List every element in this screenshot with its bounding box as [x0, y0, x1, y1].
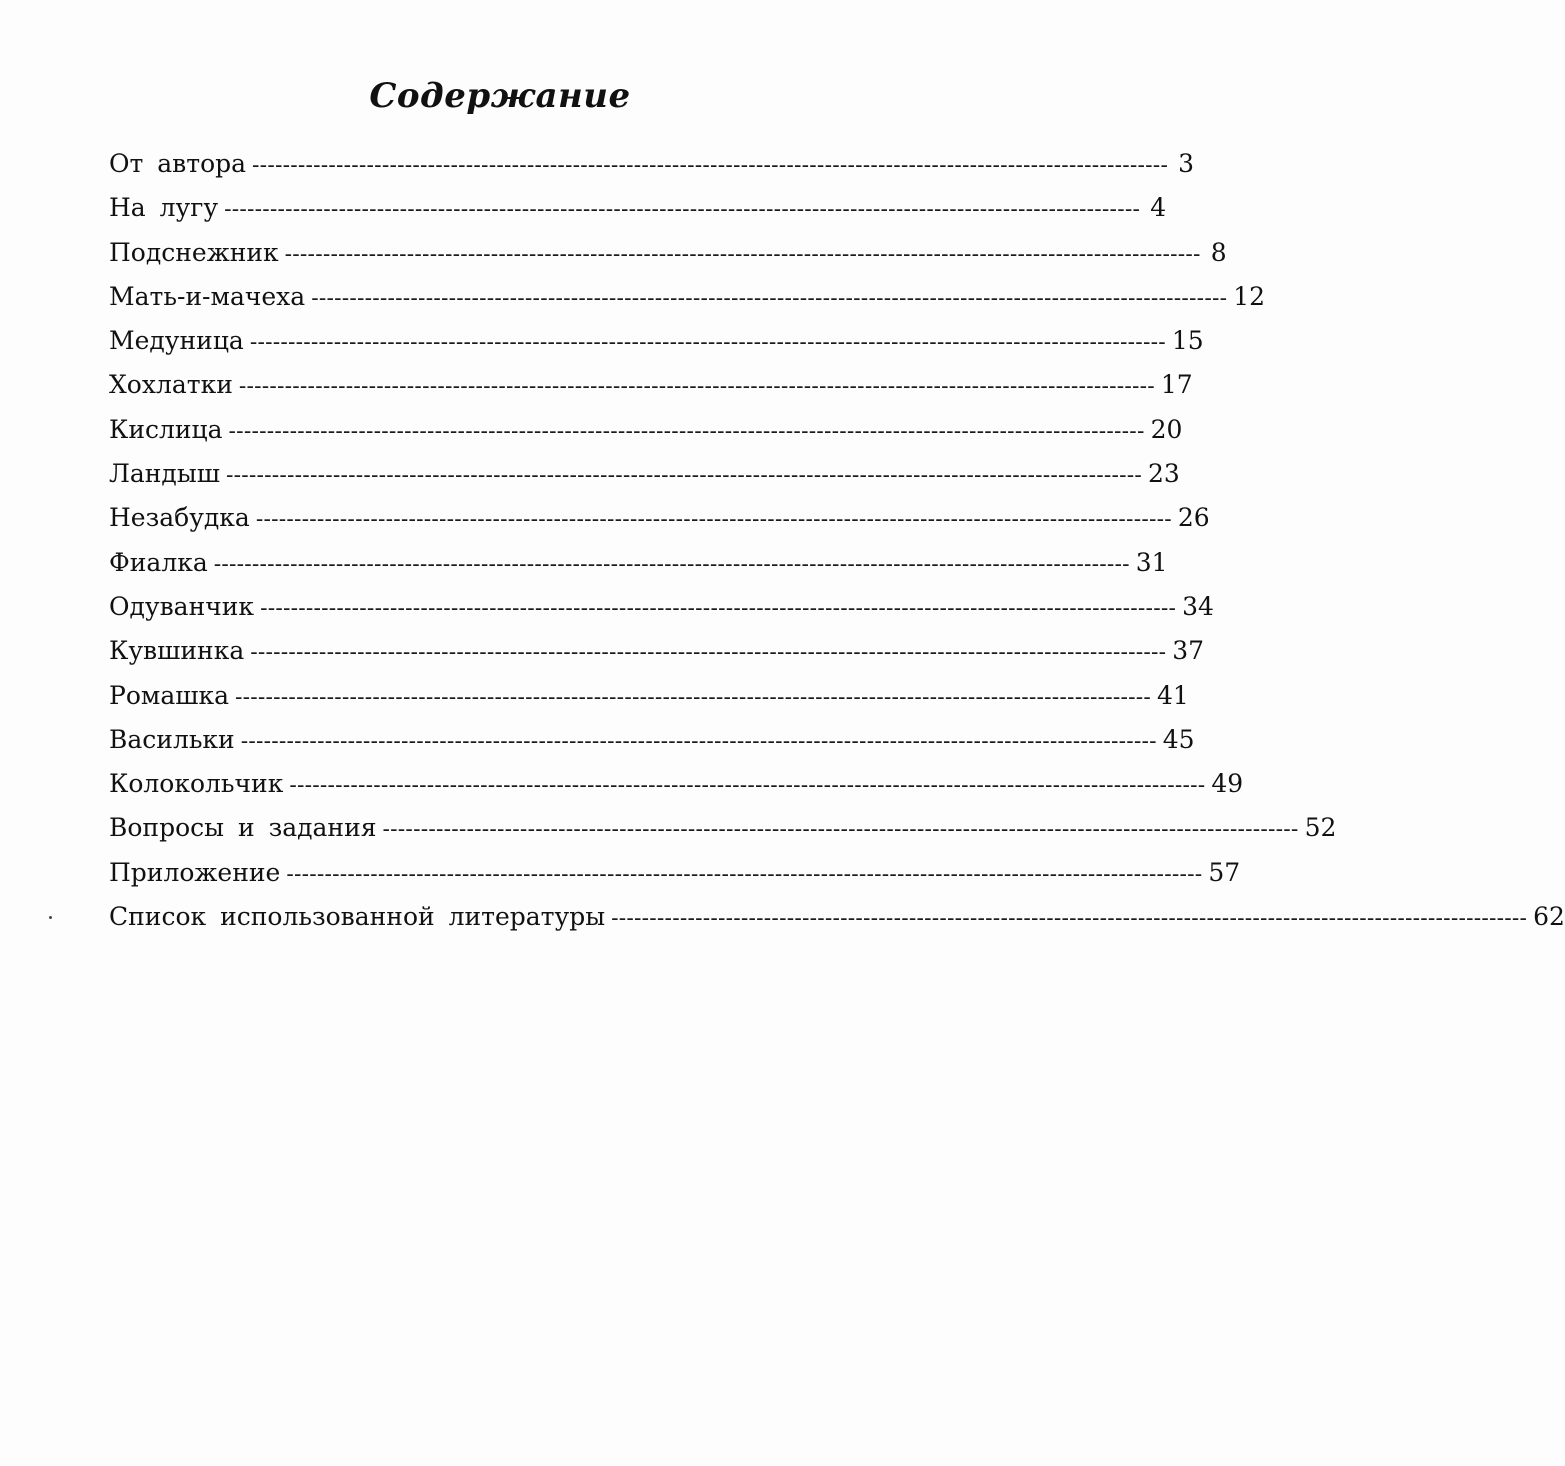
print-speck	[49, 916, 52, 919]
toc-entry	[109, 895, 1565, 939]
toc-entry	[109, 674, 1189, 718]
dot-leader: ------------------------------------------------------------------------------------------------------------------------	[228, 418, 1145, 444]
toc-entry	[109, 408, 1183, 452]
toc-entry-page: 49	[1211, 769, 1244, 799]
toc-entry-page: 45	[1162, 724, 1195, 754]
dot-leader: ------------------------------------------------------------------------------------------------------------------------	[238, 374, 1155, 400]
toc-entry-title: Фиалка	[109, 547, 208, 577]
toc-entry-page: 8	[1210, 237, 1227, 267]
toc-entry-title: Незабудка	[109, 503, 250, 533]
toc-entry	[109, 186, 1167, 230]
toc-entry-title: На лугу	[109, 193, 219, 223]
toc-entry-page: 17	[1160, 370, 1193, 400]
toc-entry-page: 12	[1233, 281, 1266, 311]
toc-entry	[109, 806, 1337, 850]
toc-entry-title: От автора	[109, 149, 247, 178]
dot-leader: ------------------------------------------------------------------------------------------------------------------------	[249, 330, 1166, 356]
dot-leader: ------------------------------------------------------------------------------------------------------------------------	[382, 817, 1299, 843]
toc-entry-page: 52	[1304, 813, 1337, 843]
dot-leader: ------------------------------------------------------------------------------------------------------------------------	[252, 153, 1169, 178]
toc-entry-page: 20	[1150, 414, 1183, 444]
dot-leader: ------------------------------------------------------------------------------------------------------------------------	[611, 906, 1528, 932]
toc-entry	[109, 142, 1195, 186]
toc-entry	[109, 231, 1227, 275]
toc-entry-page: 23	[1148, 459, 1180, 489]
dot-leader: ------------------------------------------------------------------------------------------------------------------------	[289, 773, 1206, 799]
toc-entry-page: 15	[1171, 326, 1204, 356]
dot-leader: ------------------------------------------------------------------------------------------------------------------------	[240, 728, 1157, 754]
dot-leader: ------------------------------------------------------------------------------------------------------------------------	[311, 285, 1228, 311]
toc-entry-title: Ландыш	[109, 459, 220, 489]
toc-entry	[109, 496, 1210, 540]
toc-entry	[109, 762, 1244, 806]
toc-entry	[109, 363, 1193, 407]
dot-leader: ------------------------------------------------------------------------------------------------------------------------	[235, 684, 1152, 710]
table-of-contents	[109, 142, 1565, 939]
toc-entry-title: Список использованной литературы	[109, 902, 606, 932]
page-title: Содержание	[369, 76, 631, 116]
toc-entry-title: Кислица	[109, 414, 223, 444]
toc-entry-page: 31	[1135, 547, 1168, 577]
toc-entry-page: 34	[1182, 591, 1214, 621]
toc-entry-title: Ромашка	[109, 680, 229, 710]
toc-entry-title: Мать-и-мачеха	[109, 281, 306, 311]
dot-leader: ------------------------------------------------------------------------------------------------------------------------	[284, 241, 1201, 267]
toc-entry-page: 41	[1157, 680, 1189, 710]
toc-entry-title: Хохлатки	[109, 370, 233, 400]
toc-entry-title: Медуница	[109, 326, 244, 356]
toc-entry	[109, 319, 1204, 363]
toc-entry	[109, 275, 1266, 319]
toc-entry-page: 62	[1533, 902, 1565, 932]
dot-leader: ------------------------------------------------------------------------------------------------------------------------	[224, 197, 1141, 223]
toc-entry-title: Приложение	[109, 857, 281, 887]
toc-entry	[109, 718, 1195, 762]
toc-entry-page: 3	[1178, 149, 1195, 178]
toc-entry	[109, 452, 1180, 496]
dot-leader: ------------------------------------------------------------------------------------------------------------------------	[286, 861, 1203, 887]
toc-entry-title: Вопросы и задания	[109, 813, 377, 843]
toc-entry	[109, 585, 1214, 629]
toc-entry-title: Кувшинка	[109, 636, 245, 666]
toc-entry-page: 26	[1177, 503, 1210, 533]
toc-entry	[109, 541, 1168, 585]
toc-entry-title: Подснежник	[109, 237, 279, 267]
toc-entry-title: Васильки	[109, 724, 235, 754]
toc-entry	[109, 629, 1205, 673]
toc-entry	[109, 851, 1241, 895]
toc-entry-page: 37	[1172, 636, 1205, 666]
toc-entry-title: Колокольчик	[109, 769, 284, 799]
dot-leader: ------------------------------------------------------------------------------------------------------------------------	[213, 551, 1130, 577]
toc-entry-page: 4	[1150, 193, 1167, 223]
dot-leader: ------------------------------------------------------------------------------------------------------------------------	[255, 507, 1172, 533]
toc-entry-page: 57	[1208, 857, 1241, 887]
dot-leader: ------------------------------------------------------------------------------------------------------------------------	[225, 463, 1142, 489]
toc-entry-title: Одуванчик	[109, 591, 255, 621]
dot-leader: ------------------------------------------------------------------------------------------------------------------------	[260, 595, 1177, 621]
dot-leader: ------------------------------------------------------------------------------------------------------------------------	[250, 640, 1167, 666]
